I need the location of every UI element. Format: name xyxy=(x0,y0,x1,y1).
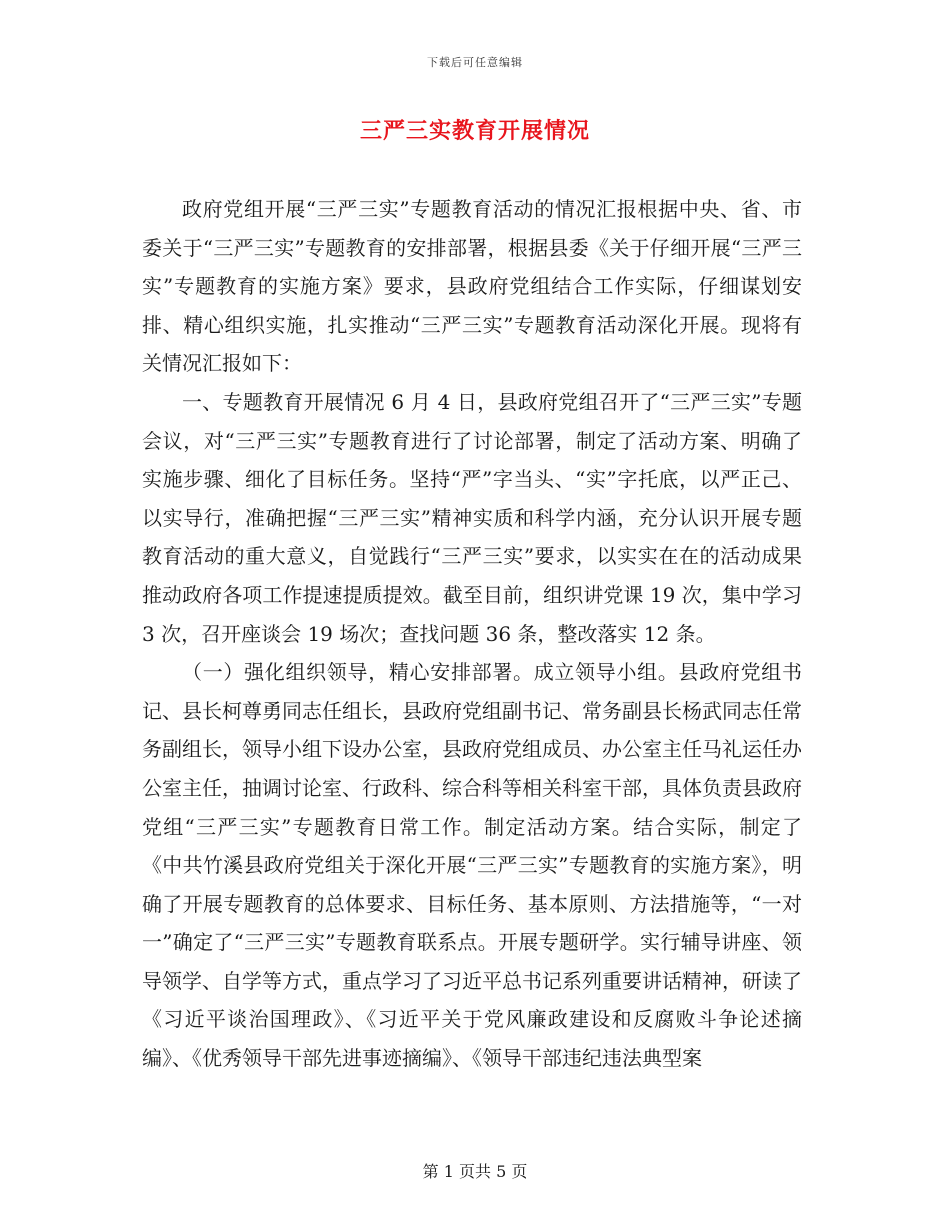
document-body xyxy=(142,190,802,1078)
document-title: 三严三实教育开展情况 xyxy=(359,118,590,144)
page-number-footer: 第 1 页共 5 页 xyxy=(422,1162,528,1181)
header-note: 下载后可任意编辑 xyxy=(427,56,523,69)
paragraph-section-one: 一、专题教育开展情况 6 月 4 日，县政府党组召开了“三严三实”专题会议，对“三严三实”专题教育进行了讨论部署，制定了活动方案、明确了实施步骤、细化了目标任务。坚持“严”字当头、“实”字托底，以严正己、以实导行，准确把握“三严三实”精神实质和科学内涵，充分认识开展专题教育活动的重大意义，自觉践行“三严三实”要求，以实实在在的活动成果推动政府各项工作提速提质提效。截至目前，组织讲党课 19 次，集中学习 3 次，召开座谈会 19 场次；查找问题 36 条，整改落实 12 条。 xyxy=(142,389,802,646)
paragraph-subsection-one: （一）强化组织领导，精心安排部署。成立领导小组。县政府党组书记、县长柯尊勇同志任组长，县政府党组副书记、常务副县长杨武同志任常务副组长，领导小组下设办公室，县政府党组成员、办公室主任马礼运任办公室主任，抽调讨论室、行政科、综合科等相关科室干部，具体负责县政府党组“三严三实”专题教育日常工作。制定活动方案。结合实际，制定了《中共竹溪县政府党组关于深化开展“三严三实”专题教育的实施方案》，明确了开展专题教育的总体要求、目标任务、基本原则、方法措施等，“一对一”确定了“三严三实”专题教育联系点。开展专题研学。实行辅导讲座、领导领学、自学等方式，重点学习了习近平总书记系列重要讲话精神，研读了《习近平谈治国理政》、《习近平关于党风廉政建设和反腐败斗争论述摘编》、《优秀领导干部先进事迹摘编》、《领导干部违纪违法典型案 xyxy=(142,660,802,1071)
paragraph-intro: 政府党组开展“三严三实”专题教育活动的情况汇报根据中央、省、市委关于“三严三实”专题教育的安排部署，根据县委《关于仔细开展“三严三实”专题教育的实施方案》要求，县政府党组结合工作实际，仔细谋划安排、精心组织实施，扎实推动“三严三实”专题教育活动深化开展。现将有关情况汇报如下： xyxy=(142,197,802,376)
